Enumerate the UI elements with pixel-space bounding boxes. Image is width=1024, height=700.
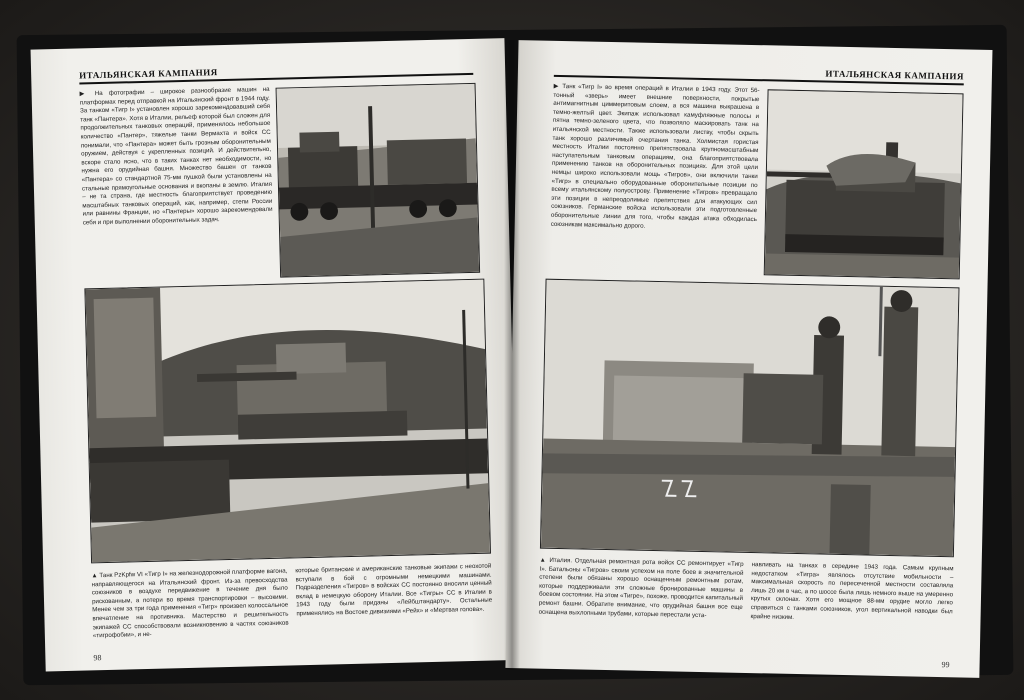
- book-spine-shadow: [504, 40, 520, 670]
- left-page-header: ИТАЛЬЯНСКАЯ КАМПАНИЯ: [79, 61, 473, 85]
- right-page-number: 99: [941, 660, 950, 670]
- left-caption-col1: ▲ Танк PzKpfw VI «Тигр I» на железнодорожной платформе вагона, направляющегося на Итальянский фронт. Из-за превосходства союзников в воздухе передвижение в течение дня было рискованным, а потери во время транспортировки – высокими. Менее чем за три года применения «Тигр» произвел колоссальное впечатление на противника. Мастерство и решительность экипажей СС способствовали возникновению в частях союзников «тигрофобии», и не-: [91, 567, 289, 640]
- photo-tiger-repair: [540, 279, 960, 558]
- right-page: [505, 40, 992, 678]
- photo-train-tanks-top: [276, 83, 481, 278]
- right-caption-col2: навливать на танках в середине 1943 года. Самым крупным недостатком «Тигра» являлось отсутствие мобильности – максимальная скорость по пересеченной местности составляла лишь 20 км в час, а по шоссе была лишь немного выше на умеренно крутых склонах. Хотя его мощное 88-мм орудие могло легко справиться с танками союзников, угол вертикальной наводки был крайне низким.: [750, 561, 954, 621]
- photo-tiger-on-railcar: [84, 279, 491, 564]
- right-page-header: ИТАЛЬЯНСКАЯ КАМПАНИЯ: [554, 63, 964, 86]
- left-page-number: 98: [93, 653, 102, 663]
- left-intro-text: ▶ На фотографии – широкое разнообразие машин на платформах перед отправкой на Итальянский фронт в 1944 году. За танком «Тигр I» установлен хорошо зарекомендовавший себя танк «Пантера». Хотя в Италии, рельеф которой был сложен для продолжительных танковых операций, применялось небольшое количество «Пантер», тяжелые танки Вермахта и войск СС понимали, что «Пантера» может быть грозным оборонительным оружием, действуя с укрепленных позиций. И действительно, вскоре стало ясно, что в таких танках нет необходимости, но нужна его орудийная башня. Множество башен от танков «Пантера» со стандартной 75-мм пушкой были установлены на стальные прямоугольные основания и вкопаны в землю. Италия – не та страна, где местность благоприятствует проведению масштабных танковых операций, как, например, степи России или равнины Франции, но «Пантеры» хорошо зарекомендовали себя и при выполнении оборонительных задач.: [79, 85, 273, 227]
- photo-tiger-camouflaged: [764, 89, 964, 279]
- left-caption-col2: которые британские и американские танковые экипажи с неохотой вступали в бой с огромными немецкими машинами. Подразделения «Тигров» в войсках СС постоянно вносили ценный вклад в немецкую оборону Италии. Все «Тигры» СС в Италии в 1943 году были приданы «Лейбштандарту». Остальные применялись на Востоке дивизиями «Рейх» и «Мертвая голова».: [295, 562, 493, 618]
- right-intro-text: ▶ Танк «Тигр I» во время операций в Италии в 1943 году. Этот 56-тонный «зверь» имеет внешние поверхности, покрытые антимагнитным циммеритовым слоем, а вся машина выкрашена в темно-желтый цвет. Экипаж использовал камуфляжные полосы и пятна темно-зеленого цвета, что позволяло маскировать танк на итальянской местности. Также использовали листву, чтобы скрыть танк хорошо различимый очертания танка. Холмистая гористая местность Италии постоянно препятствовала крупномасштабным наступательным танковым операциям, она благоприятствовала применению танков на оборонительных позициях. Для этой цели немцы широко использовали мощь «Тигров», они включили танки «Тигр» в специально оборудованные оборонительные позиции по всему итальянскому полуострову. Применение «Тигров» превращало эти позиции в непреодолимые препятствия для атакующих сил союзников. Германские войска использовали эти подготовленные оборонительные линии для того, чтобы каждая атака обходилась союзникам максимально дорого.: [550, 82, 760, 230]
- right-caption-col1: ▲ Италия. Отдельная ремонтная рота войск СС ремонтирует «Тигр I». Батальоны «Тигров» своим успехом на поле боев в значительной степени были обязаны хорошо оснащенным ремонтным ротам, которые поддерживали эти сложные бронированные машины в боевом состоянии. На этом «Тигре», похоже, проводится капитальный ремонт башни. Обратите внимание, что орудийная башня все еще оснащена выхлопными трубами, которые перестали уста-: [538, 556, 744, 619]
- left-page: [31, 38, 520, 671]
